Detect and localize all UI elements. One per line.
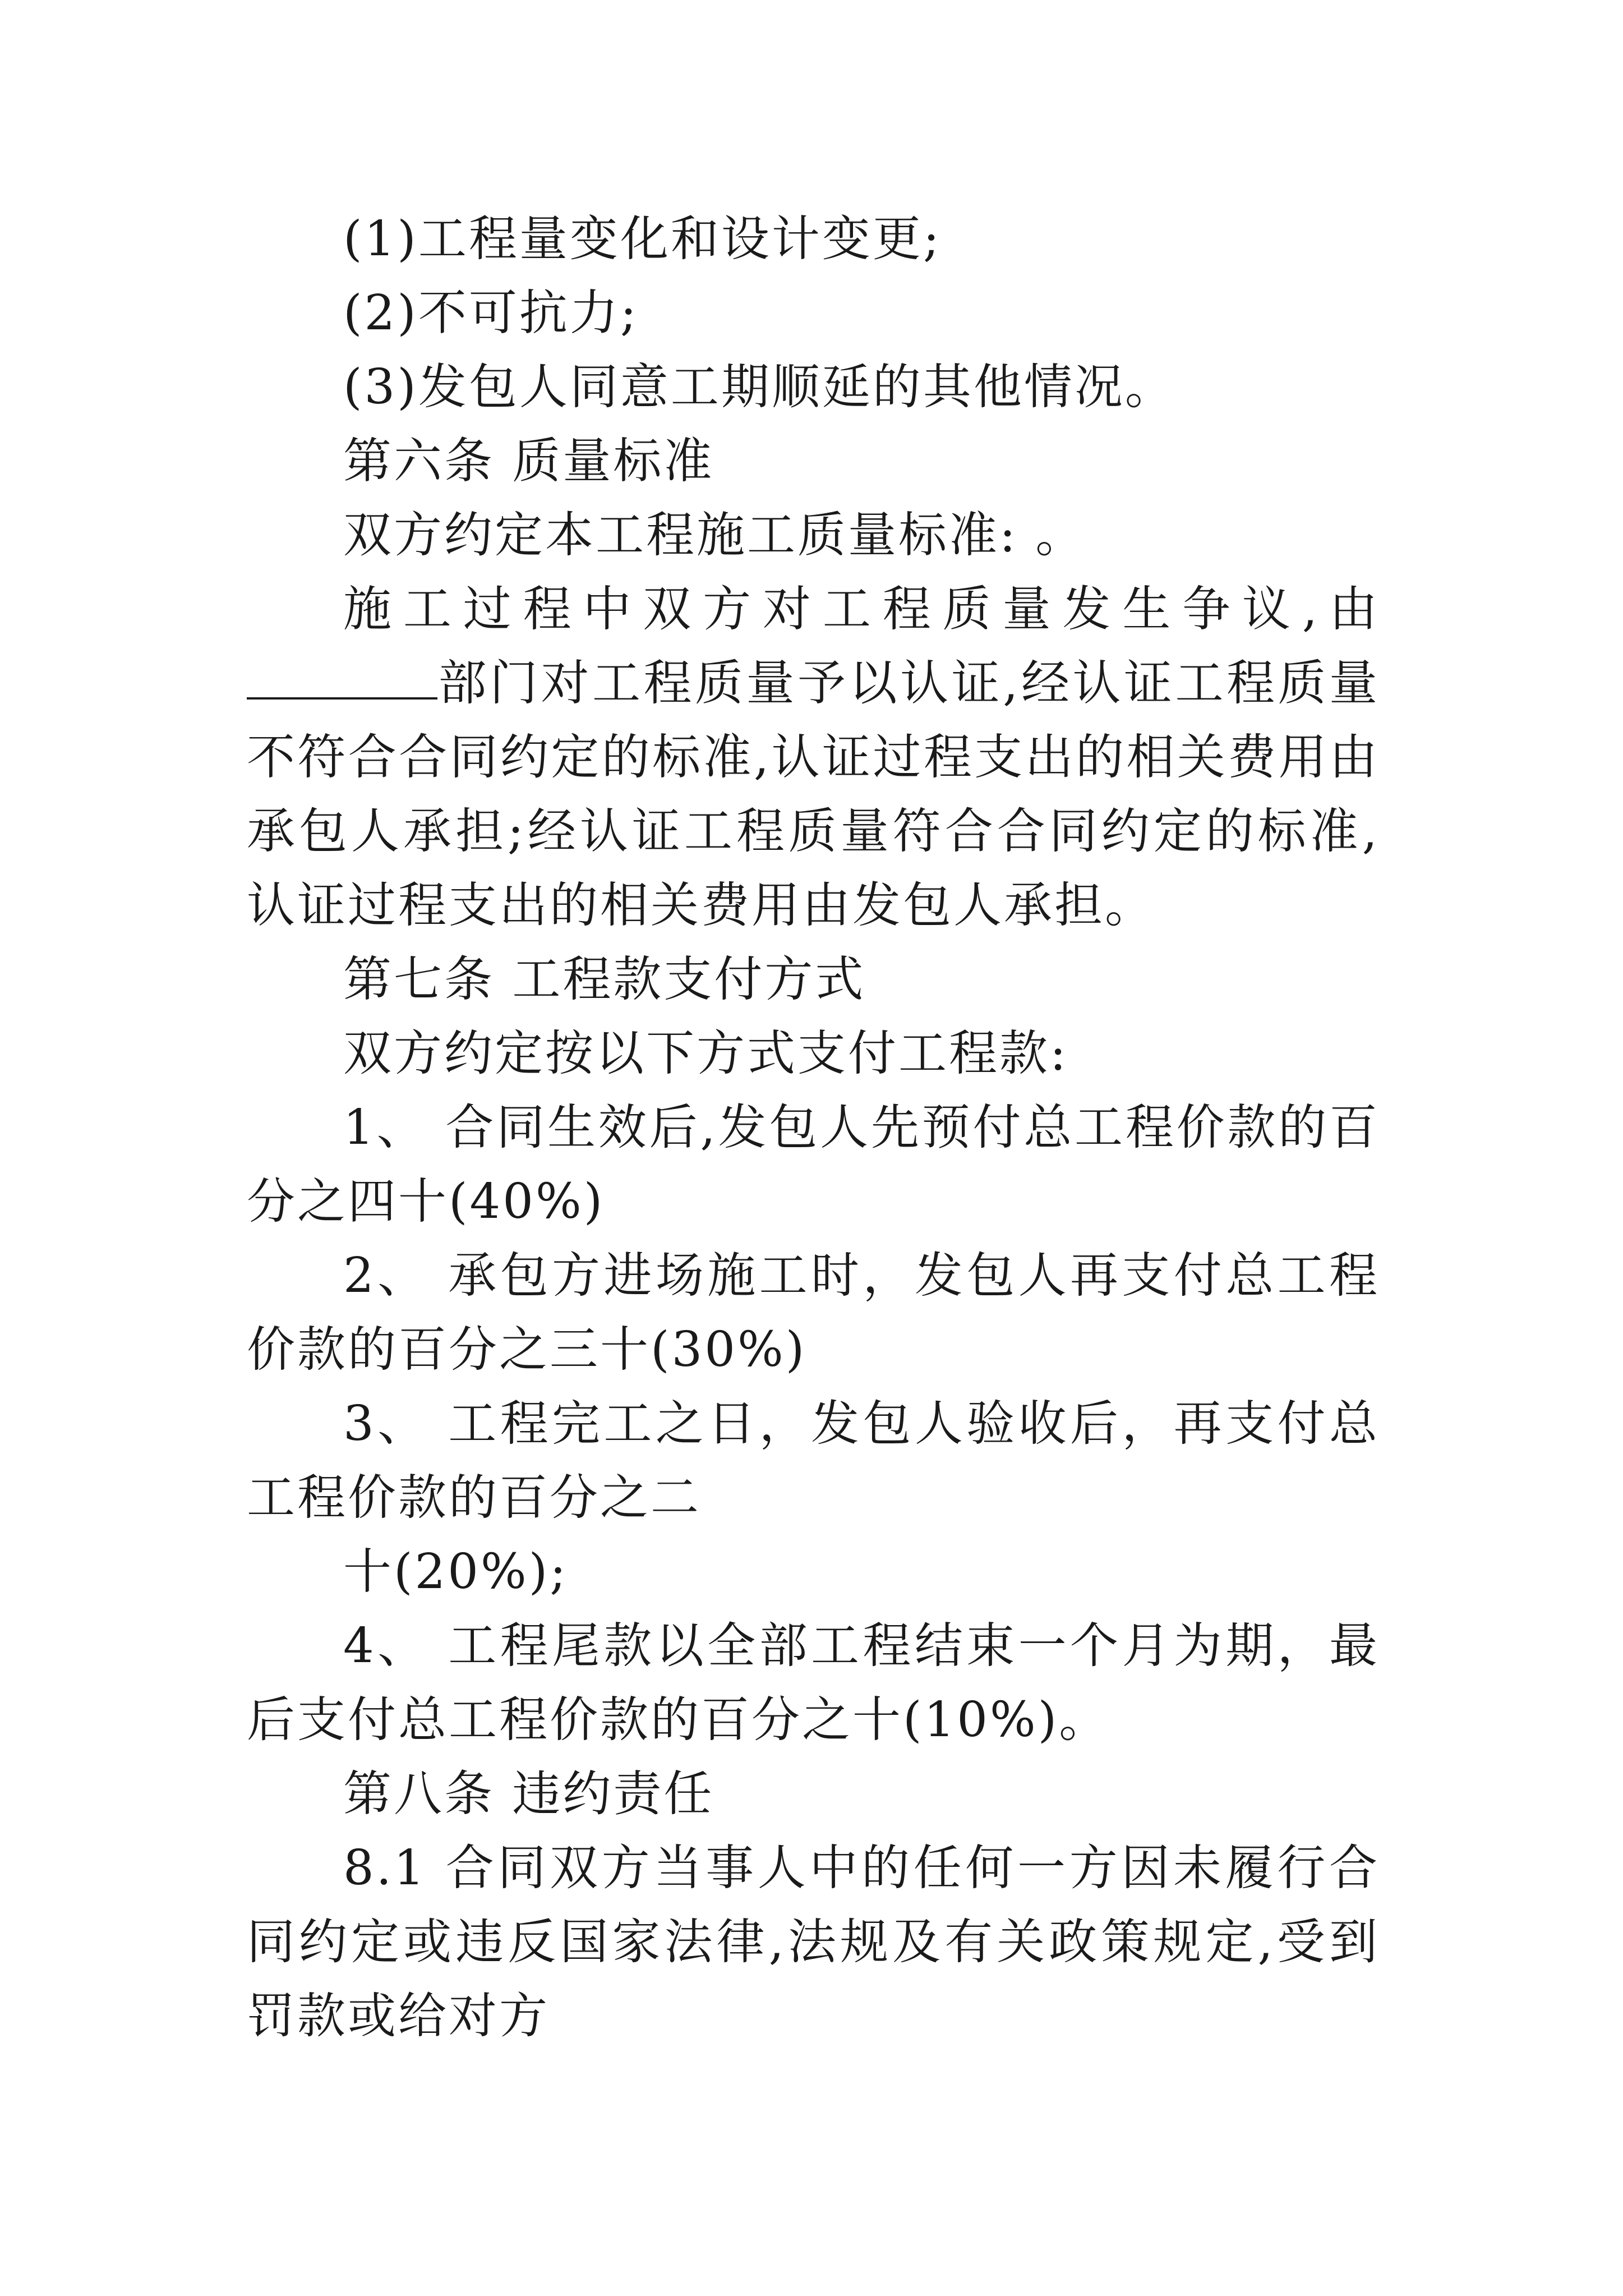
list-item: 3、 工程完工之日，发包人验收后，再支付总工程价款的百分之二 xyxy=(247,1396,1380,1526)
list-item: 1、 合同生效后,发包人先预付总工程价款的百分之四十(40%) xyxy=(247,1099,1380,1230)
paragraph-text-after-blank: 部门对工程质量予以认证,经认证工程质量不符合合同约定的标准,认证过程支出的相关费用由承包人承担;经认证工程质量符合合同约定的标准,认证过程支出的相关费用由发包人承担。 xyxy=(247,655,1380,933)
list-item-continuation: 十(20%); xyxy=(343,1544,569,1600)
fill-in-blank xyxy=(247,658,437,700)
paragraph: 8.1 合同双方当事人中的任何一方因未履行合同约定或违反国家法律,法规及有关政策规定,受到罚款或给对方 xyxy=(247,1840,1380,2044)
paragraph: 双方约定按以下方式支付工程款: xyxy=(343,1025,1068,1082)
section-heading: 第六条 质量标准 xyxy=(343,433,714,489)
paragraph: (3)发包人同意工期顺延的其他情况。 xyxy=(343,359,1175,415)
paragraph: (1)工程量变化和设计变更; xyxy=(343,211,942,267)
paragraph: 双方约定本工程施工质量标准: 。 xyxy=(343,507,1086,563)
list-item: 2、 承包方进场施工时，发包人再支付总工程价款的百分之三十(30%) xyxy=(247,1248,1380,1378)
paragraph: (2)不可抗力; xyxy=(343,285,639,341)
paragraph-text-before-blank: 施工过程中双方对工程质量发生争议,由 xyxy=(343,581,1380,637)
section-heading: 第八条 违约责任 xyxy=(343,1766,714,1822)
document-body xyxy=(247,202,1380,2053)
paragraph xyxy=(247,572,1380,942)
section-heading: 第七条 工程款支付方式 xyxy=(343,951,866,1007)
list-item: 4、 工程尾款以全部工程结束一个月为期，最后支付总工程价款的百分之十(10%)。 xyxy=(247,1618,1380,1748)
